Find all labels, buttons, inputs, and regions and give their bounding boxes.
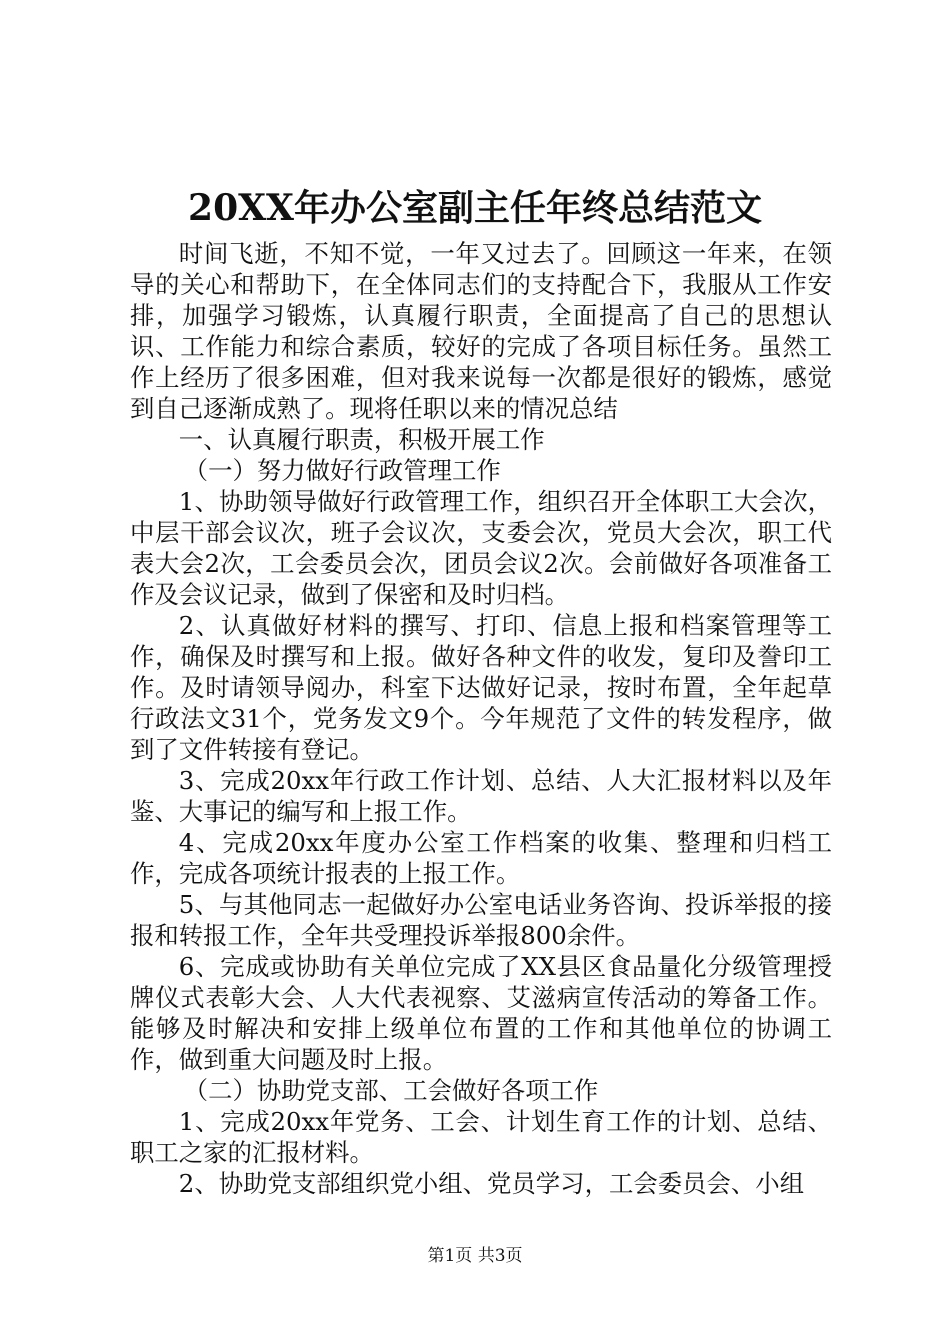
paragraph-item-6: 6、完成或协助有关单位完成了XX县区食品量化分级管理授牌仪式表彰大会、人大代表视察、艾滋病宣传活动的筹备工作。能够及时解决和安排上级单位布置的工作和其他单位的协调工作，做到重大问题及时上报。 xyxy=(130,952,832,1074)
document-title: 20XX年办公室副主任年终总结范文 xyxy=(188,187,762,229)
paragraph-item-4: 4、完成20xx年度办公室工作档案的收集、整理和归档工作，完成各项统计报表的上报工作。 xyxy=(130,828,832,888)
page-number-footer: 第1页 共3页 xyxy=(427,1246,523,1266)
paragraph-item-3: 3、完成20xx年行政工作计划、总结、人大汇报材料以及年鉴、大事记的编写和上报工作。 xyxy=(130,766,832,826)
subsection-heading-2: （二）协助党支部、工会做好各项工作 xyxy=(183,1076,599,1105)
paragraph-item-2: 2、认真做好材料的撰写、打印、信息上报和档案管理等工作，确保及时撰写和上报。做好各种文件的收发，复印及誊印工作。及时请领导阅办，科室下达做好记录，按时布置，全年起草行政法文31个，党务发文9个。今年规范了文件的转发程序，做到了文件转接有登记。 xyxy=(130,611,832,764)
paragraph-intro: 时间飞逝，不知不觉，一年又过去了。回顾这一年来，在领导的关心和帮助下，在全体同志们的支持配合下，我服从工作安排，加强学习锻炼，认真履行职责，全面提高了自己的思想认识、工作能力和综合素质，较好的完成了各项目标任务。虽然工作上经历了很多困难，但对我来说每一次都是很好的锻炼，感觉到自己逐渐成熟了。现将任职以来的情况总结 xyxy=(130,239,832,423)
paragraph-item-8: 2、协助党支部组织党小组、党员学习，工会委员会、小组 xyxy=(178,1169,805,1198)
paragraph-item-1: 1、协助领导做好行政管理工作，组织召开全体职工大会次，中层干部会议次，班子会议次，支委会次，党员大会次，职工代表大会2次，工会委员会次，团员会议2次。会前做好各项准备工作及会议记录，做到了保密和及时归档。 xyxy=(130,487,832,609)
section-heading-1: 一、认真履行职责，积极开展工作 xyxy=(178,425,545,454)
paragraph-item-7: 1、完成20xx年党务、工会、计划生育工作的计划、总结、职工之家的汇报材料。 xyxy=(130,1107,832,1167)
paragraph-item-5: 5、与其他同志一起做好办公室电话业务咨询、投诉举报的接报和转报工作，全年共受理投诉举报800余件。 xyxy=(130,890,832,950)
subsection-heading-1: （一）努力做好行政管理工作 xyxy=(183,456,501,485)
document-body xyxy=(130,238,832,1199)
